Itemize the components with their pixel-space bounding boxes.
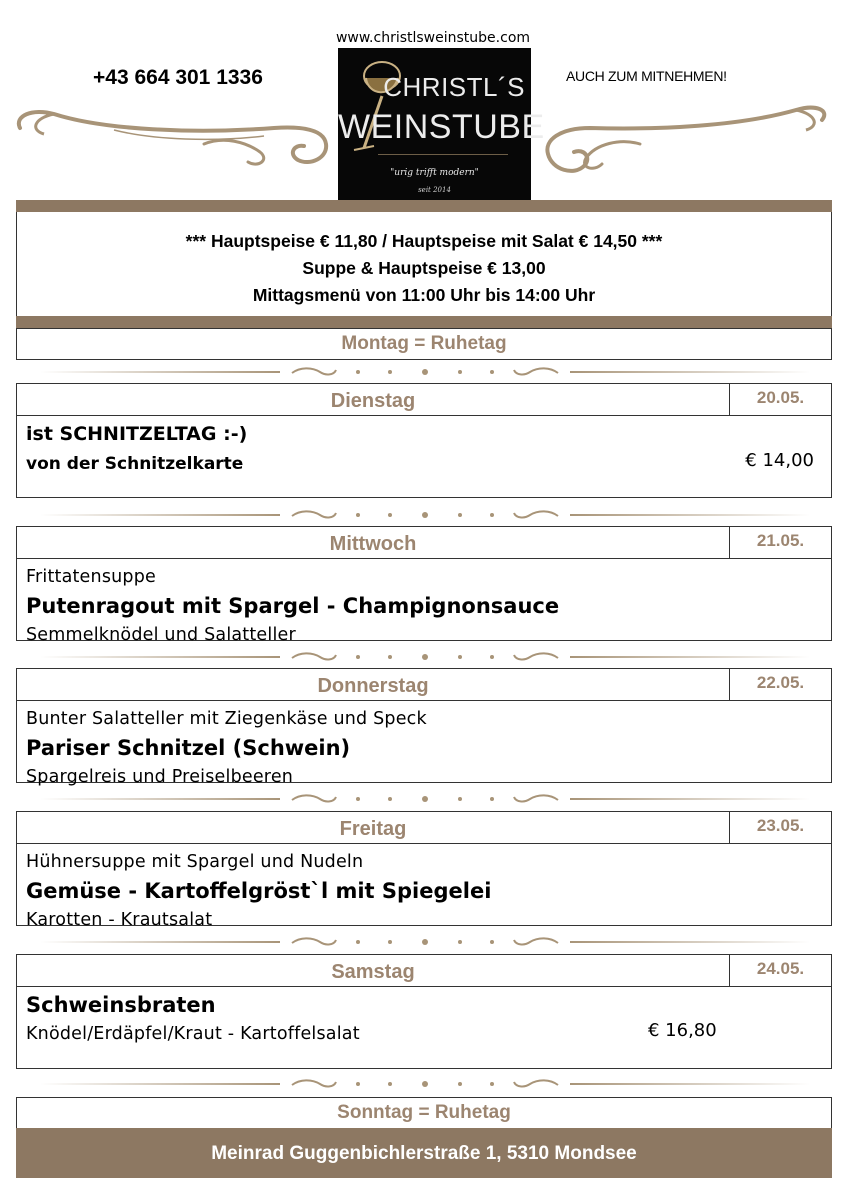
day-header — [17, 955, 831, 987]
day-body — [17, 844, 831, 934]
logo-title-top: CHRISTL´S — [383, 72, 525, 102]
dish-side: Semmelknödel und Salatteller — [26, 625, 296, 645]
weinstube-logo — [338, 48, 545, 201]
dish-main: Schweinsbraten — [26, 993, 216, 1017]
logo-title-main: WEINSTUBE — [338, 108, 545, 146]
dish-main: Gemüse - Kartoffelgröst`l mit Spiegelei — [26, 879, 492, 903]
day-body — [17, 416, 831, 479]
price-info-line: *** Hauptspeise € 11,80 / Hauptspeise mit Salat € 14,50 *** — [185, 231, 663, 251]
day-name: Samstag — [331, 961, 415, 983]
dish-side: Spargelreis und Preiselbeeren — [26, 767, 294, 787]
divider-ornament — [40, 934, 810, 950]
day-body — [17, 987, 831, 1048]
divider-ornament — [40, 507, 810, 523]
footer-address: Meinrad Guggenbichlerstraße 1, 5310 Mondsee — [16, 1128, 832, 1178]
soup-combo-line: Suppe & Hauptspeise € 13,00 — [302, 258, 546, 278]
day-section-wednesday — [16, 526, 832, 645]
dish-main: Putenragout mit Spargel - Champignonsauce — [26, 594, 560, 618]
divider-ornament — [40, 1076, 810, 1092]
monday-rest-day: Montag = Ruhetag — [16, 328, 832, 360]
day-date: 21.05. — [729, 527, 831, 558]
logo-slogan: "urig trifft modern" — [390, 168, 479, 178]
lunch-hours-line: Mittagsmenü von 11:00 Uhr bis 14:00 Uhr — [252, 285, 596, 305]
phone-number: +43 664 301 1336 — [93, 66, 263, 89]
day-header — [17, 669, 831, 701]
takeaway-note: AUCH ZUM MITNEHMEN! — [566, 68, 727, 84]
dish-starter: Bunter Salatteller mit Ziegenkäse und Speck — [26, 709, 427, 729]
day-section-thursday — [16, 668, 832, 787]
day-name: Donnerstag — [317, 675, 429, 697]
day-date: 24.05. — [729, 955, 831, 986]
sunday-rest-day: Sonntag = Ruhetag — [16, 1097, 832, 1129]
day-header — [17, 527, 831, 559]
dish-main: ist SCHNITZELTAG :-) — [26, 423, 248, 445]
dish-side: Knödel/Erdäpfel/Kraut - Kartoffelsalat — [26, 1024, 360, 1044]
divider-ornament — [40, 791, 810, 807]
day-body — [17, 701, 831, 791]
dish-main: Pariser Schnitzel (Schwein) — [26, 736, 351, 760]
dish-price: € 16,80 — [648, 1020, 717, 1041]
bottom-brown-bar — [16, 316, 832, 328]
day-header — [17, 384, 831, 416]
logo-since: seit 2014 — [418, 186, 451, 194]
day-date: 22.05. — [729, 669, 831, 700]
website-link[interactable]: www.christlsweinstube.com — [335, 30, 531, 46]
day-section-friday — [16, 811, 832, 930]
day-name: Freitag — [339, 818, 407, 840]
dish-price: € 14,00 — [745, 450, 814, 471]
divider-ornament — [40, 649, 810, 665]
divider-ornament — [40, 364, 810, 380]
day-body — [17, 559, 831, 649]
day-name: Mittwoch — [329, 533, 417, 555]
day-name: Dienstag — [330, 390, 416, 412]
dish-starter: Hühnersuppe mit Spargel und Nudeln — [26, 852, 364, 872]
left-flourish-ornament — [14, 100, 332, 170]
dish-note: von der Schnitzelkarte — [26, 454, 244, 474]
day-date: 23.05. — [729, 812, 831, 843]
day-date: 20.05. — [729, 384, 831, 415]
dish-side: Karotten - Krautsalat — [26, 910, 213, 930]
day-section-tuesday — [16, 383, 832, 498]
top-brown-bar — [16, 200, 832, 212]
logo-divider — [378, 154, 508, 155]
day-header — [17, 812, 831, 844]
right-flourish-ornament — [540, 100, 830, 180]
menu-info-box — [16, 212, 832, 316]
dish-starter: Frittatensuppe — [26, 567, 157, 587]
day-section-saturday — [16, 954, 832, 1069]
